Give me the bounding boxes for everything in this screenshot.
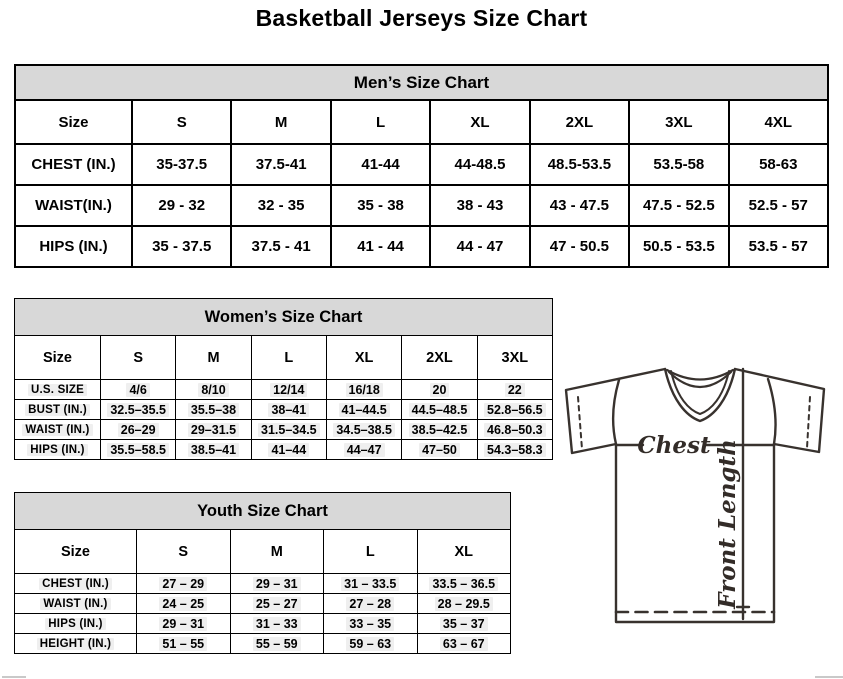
table-title: Women’s Size Chart — [15, 299, 553, 336]
column-header: L — [251, 336, 326, 380]
table-title-row — [15, 65, 828, 100]
table-row — [15, 185, 828, 226]
table-cell: 28 – 29.5 — [417, 594, 511, 614]
row-label: WAIST (IN.) — [15, 420, 101, 440]
table-cell: 8/10 — [176, 380, 251, 400]
table-cell: 41-44 — [331, 144, 430, 185]
row-label: WAIST(IN.) — [15, 185, 132, 226]
table-cell: 16/18 — [326, 380, 401, 400]
table-cell: 48.5-53.5 — [530, 144, 629, 185]
table-cell: 22 — [477, 380, 552, 400]
table-row — [15, 226, 828, 267]
table-cell: 38 - 43 — [430, 185, 529, 226]
column-header: L — [331, 100, 430, 144]
table-cell: 25 – 27 — [230, 594, 324, 614]
table-cell: 33.5 – 36.5 — [417, 574, 511, 594]
row-label: HIPS (IN.) — [15, 226, 132, 267]
table-cell: 41–44.5 — [326, 400, 401, 420]
table-row — [15, 614, 511, 634]
table-cell: 54.3–58.3 — [477, 440, 552, 460]
table-columns-row — [15, 530, 511, 574]
row-label: U.S. SIZE — [15, 380, 101, 400]
mens-size-table — [14, 64, 829, 268]
table-cell: 35.5–38 — [176, 400, 251, 420]
table-cell: 35-37.5 — [132, 144, 231, 185]
column-header: Size — [15, 530, 137, 574]
table-title: Youth Size Chart — [15, 493, 511, 530]
column-header: XL — [430, 100, 529, 144]
row-label: HIPS (IN.) — [15, 614, 137, 634]
column-header: 2XL — [402, 336, 477, 380]
table-cell: 44 - 47 — [430, 226, 529, 267]
right-cuff-dashed-line — [807, 397, 810, 448]
table-cell: 34.5–38.5 — [326, 420, 401, 440]
mens-size-chart-section — [14, 64, 829, 268]
chest-label: Chest — [637, 432, 711, 459]
column-header: XL — [417, 530, 511, 574]
table-cell: 26–29 — [101, 420, 176, 440]
table-cell: 31 – 33 — [230, 614, 324, 634]
column-header: 3XL — [477, 336, 552, 380]
cropped-content-artifact-right — [815, 676, 843, 678]
table-cell: 44.5–48.5 — [402, 400, 477, 420]
row-label: CHEST (IN.) — [15, 574, 137, 594]
column-header: M — [176, 336, 251, 380]
column-header: 3XL — [629, 100, 728, 144]
table-cell: 29 - 32 — [132, 185, 231, 226]
table-cell: 58-63 — [729, 144, 828, 185]
jersey-diagram-svg — [553, 356, 841, 634]
table-cell: 35 - 37.5 — [132, 226, 231, 267]
table-cell: 27 – 28 — [324, 594, 418, 614]
table-title-row — [15, 299, 553, 336]
jersey-measurement-diagram — [553, 356, 841, 634]
right-sleeve-seam — [768, 379, 776, 444]
youth-size-table — [14, 492, 511, 654]
row-label: CHEST (IN.) — [15, 144, 132, 185]
column-header: XL — [326, 336, 401, 380]
column-header: Size — [15, 336, 101, 380]
column-header: S — [137, 530, 231, 574]
table-cell: 37.5 - 41 — [231, 226, 330, 267]
table-columns-row — [15, 336, 553, 380]
table-cell: 43 - 47.5 — [530, 185, 629, 226]
column-header: M — [230, 530, 324, 574]
table-title: Men’s Size Chart — [15, 65, 828, 100]
table-cell: 24 – 25 — [137, 594, 231, 614]
column-header: Size — [15, 100, 132, 144]
youth-size-chart-section — [14, 492, 511, 654]
column-header: M — [231, 100, 330, 144]
table-cell: 31.5–34.5 — [251, 420, 326, 440]
table-cell: 38–41 — [251, 400, 326, 420]
column-header: L — [324, 530, 418, 574]
table-row — [15, 594, 511, 614]
table-cell: 33 – 35 — [324, 614, 418, 634]
table-cell: 59 – 63 — [324, 634, 418, 654]
table-cell: 63 – 67 — [417, 634, 511, 654]
left-cuff-dashed-line — [578, 397, 582, 449]
table-cell: 37.5-41 — [231, 144, 330, 185]
table-row — [15, 440, 553, 460]
table-row — [15, 144, 828, 185]
table-cell: 31 – 33.5 — [324, 574, 418, 594]
table-cell: 51 – 55 — [137, 634, 231, 654]
table-cell: 32.5–35.5 — [101, 400, 176, 420]
table-cell: 52.8–56.5 — [477, 400, 552, 420]
row-label: BUST (IN.) — [15, 400, 101, 420]
table-row — [15, 400, 553, 420]
page-title: Basketball Jerseys Size Chart — [255, 5, 588, 31]
table-cell: 20 — [402, 380, 477, 400]
column-header: 2XL — [530, 100, 629, 144]
table-cell: 47–50 — [402, 440, 477, 460]
table-cell: 35 – 37 — [417, 614, 511, 634]
table-cell: 41 - 44 — [331, 226, 430, 267]
column-header: S — [132, 100, 231, 144]
table-cell: 44–47 — [326, 440, 401, 460]
table-cell: 47 - 50.5 — [530, 226, 629, 267]
table-cell: 44-48.5 — [430, 144, 529, 185]
column-header: S — [101, 336, 176, 380]
table-title-row — [15, 493, 511, 530]
table-cell: 46.8–50.3 — [477, 420, 552, 440]
table-cell: 52.5 - 57 — [729, 185, 828, 226]
table-cell: 29–31.5 — [176, 420, 251, 440]
womens-size-table — [14, 298, 553, 460]
table-cell: 41–44 — [251, 440, 326, 460]
table-cell: 32 - 35 — [231, 185, 330, 226]
cropped-content-artifact-left — [2, 676, 26, 678]
table-cell: 35.5–58.5 — [101, 440, 176, 460]
table-row — [15, 574, 511, 594]
table-row — [15, 420, 553, 440]
table-cell: 27 – 29 — [137, 574, 231, 594]
table-cell: 47.5 - 52.5 — [629, 185, 728, 226]
table-cell: 29 – 31 — [137, 614, 231, 634]
table-cell: 53.5 - 57 — [729, 226, 828, 267]
table-cell: 53.5-58 — [629, 144, 728, 185]
table-row — [15, 634, 511, 654]
table-cell: 29 – 31 — [230, 574, 324, 594]
jersey-outline — [566, 369, 824, 622]
table-cell: 35 - 38 — [331, 185, 430, 226]
table-cell: 38.5–42.5 — [402, 420, 477, 440]
row-label: WAIST (IN.) — [15, 594, 137, 614]
row-label: HEIGHT (IN.) — [15, 634, 137, 654]
front-length-label: Front Length — [714, 439, 741, 609]
left-sleeve-seam — [613, 380, 619, 444]
table-columns-row — [15, 100, 828, 144]
column-header: 4XL — [729, 100, 828, 144]
table-cell: 4/6 — [101, 380, 176, 400]
collar-inner-v — [671, 371, 729, 414]
table-row — [15, 380, 553, 400]
womens-size-chart-section — [14, 298, 553, 460]
table-cell: 50.5 - 53.5 — [629, 226, 728, 267]
table-cell: 55 – 59 — [230, 634, 324, 654]
table-cell: 38.5–41 — [176, 440, 251, 460]
table-cell: 12/14 — [251, 380, 326, 400]
row-label: HIPS (IN.) — [15, 440, 101, 460]
